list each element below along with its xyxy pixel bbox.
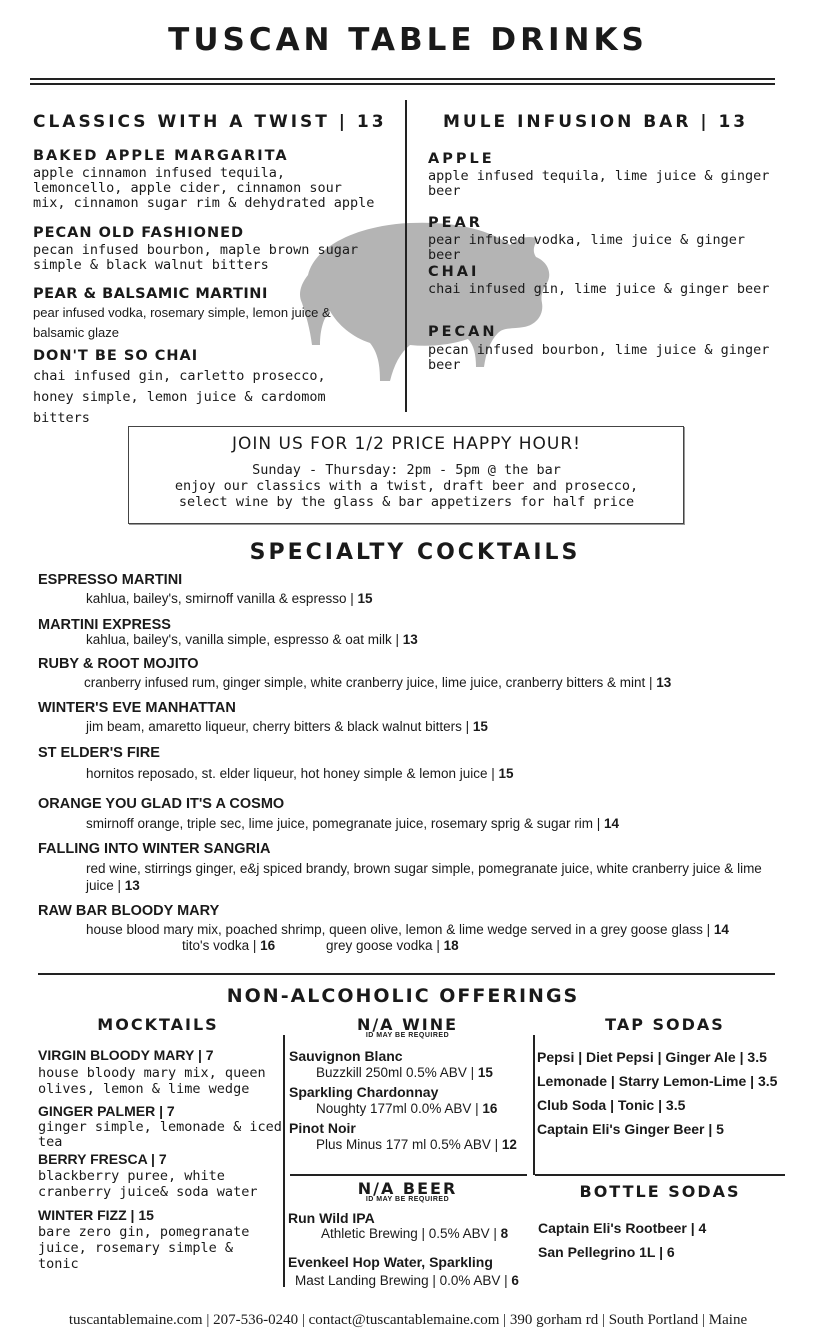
classics-heading: CLASSICS WITH A TWIST | 13 [33, 112, 387, 132]
classics-item-desc: pecan infused bourbon, maple brown sugar simple & black walnut bitters [33, 242, 359, 273]
mocktail-name: BERRY FRESCA | 7 [38, 1151, 167, 1167]
mule-item-name: PECAN [428, 324, 498, 340]
classics-item-desc: pear infused vodka, rosemary simple, lemon juice & balsamic glaze [33, 305, 331, 340]
na-beer-desc: Mast Landing Brewing | 0.0% ABV | 6 [295, 1273, 519, 1288]
na-wine-name: Sauvignon Blanc [289, 1048, 403, 1064]
classics-item-desc: chai infused gin, carletto prosecco, honey simple, lemon juice & cardomom bitters [33, 368, 326, 426]
tap-soda-item: Lemonade | Starry Lemon-Lime | 3.5 [537, 1073, 778, 1089]
specialty-item-name: RUBY & ROOT MOJITO [38, 656, 199, 672]
specialty-item-name: MARTINI EXPRESS [38, 617, 171, 633]
na-wine-desc: Noughty 177ml 0.0% ABV | 16 [316, 1101, 498, 1116]
column-divider [283, 1035, 285, 1287]
title-divider [30, 78, 775, 80]
happy-hour-line: enjoy our classics with a twist, draft beer and prosecco, [174, 478, 639, 494]
na-beer-name: Evenkeel Hop Water, Sparkling [288, 1254, 493, 1270]
footer-contact: tuscantablemaine.com | 207-536-0240 | contact@tuscantablemaine.com | 390 gorham rd | South Portland | Maine [68, 1312, 748, 1328]
mocktails-heading: MOCKTAILS [97, 1015, 219, 1034]
na-wine-desc: Plus Minus 177 ml 0.5% ABV | 12 [316, 1137, 517, 1152]
specialty-item-name: WINTER'S EVE MANHATTAN [38, 700, 236, 716]
na-beer-name: Run Wild IPA [288, 1210, 375, 1226]
tap-sodas-heading: TAP SODAS [605, 1015, 725, 1034]
happy-hour-line: select wine by the glass & bar appetizers for half price [178, 494, 635, 510]
classics-item-name: BAKED APPLE MARGARITA [33, 148, 289, 164]
classics-item-name: DON'T BE SO CHAI [33, 348, 199, 364]
bottle-soda-item: Captain Eli's Rootbeer | 4 [538, 1220, 707, 1236]
classics-item-name: PECAN OLD FASHIONED [33, 225, 245, 241]
mocktail-name: VIRGIN BLOODY MARY | 7 [38, 1047, 214, 1063]
bottle-sodas-heading: BOTTLE SODAS [579, 1182, 741, 1201]
specialty-item-desc: kahlua, bailey's, smirnoff vanilla & espresso | 15 [86, 591, 373, 606]
mocktail-name: WINTER FIZZ | 15 [38, 1207, 154, 1223]
mule-heading: MULE INFUSION BAR | 13 [443, 112, 749, 132]
specialty-item-name: FALLING INTO WINTER SANGRIA [38, 841, 271, 857]
tap-soda-item: Pepsi | Diet Pepsi | Ginger Ale | 3.5 [537, 1049, 767, 1065]
bottle-soda-item: San Pellegrino 1L | 6 [538, 1244, 675, 1260]
na-beer-note: ID MAY BE REQUIRED [365, 1196, 450, 1203]
column-divider [533, 1035, 535, 1175]
mule-item-name: PEAR [428, 215, 483, 231]
na-beer-heading: N/A BEER [357, 1179, 458, 1198]
mule-item-desc: apple infused tequila, lime juice & ginger beer [428, 168, 770, 199]
specialty-item-desc: kahlua, bailey's, vanilla simple, espresso & oat milk | 13 [86, 632, 418, 647]
classics-item-name: PEAR & BALSAMIC MARTINI [33, 286, 268, 302]
specialty-item-desc: red wine, stirrings ginger, e&j spiced brandy, brown sugar simple, pomegranate juice, white cranberry juice & lime juice | 13 [86, 861, 762, 893]
happy-hour-line: Sunday - Thursday: 2pm - 5pm @ the bar [252, 462, 561, 478]
na-wine-desc: Buzzkill 250ml 0.5% ABV | 15 [316, 1065, 493, 1080]
na-wine-name: Sparkling Chardonnay [289, 1084, 439, 1100]
mule-item-name: APPLE [428, 151, 495, 167]
title-divider-2 [30, 83, 775, 85]
mocktail-desc: blackberry puree, white cranberry juice& soda water [38, 1168, 258, 1200]
na-wine-name: Pinot Noir [289, 1120, 356, 1136]
specialty-item-desc: cranberry infused rum, ginger simple, white cranberry juice, lime juice, cranberry bitters & mint | 13 [84, 675, 672, 690]
mocktail-desc: ginger simple, lemonade & iced tea [38, 1119, 282, 1150]
mule-item-name: CHAI [428, 264, 480, 280]
na-beer-desc: Athletic Brewing | 0.5% ABV | 8 [321, 1226, 509, 1241]
na-divider [290, 1174, 527, 1176]
specialty-heading: SPECIALTY COCKTAILS [249, 540, 581, 565]
na-wine-heading: N/A WINE [356, 1015, 459, 1034]
specialty-item-desc: hornitos reposado, st. elder liqueur, hot honey simple & lemon juice | 15 [86, 766, 514, 781]
specialty-item-name: RAW BAR BLOODY MARY [38, 903, 220, 919]
specialty-item-desc: jim beam, amaretto liqueur, cherry bitters & black walnut bitters | 15 [86, 719, 488, 734]
page-title: TUSCAN TABLE DRINKS [168, 22, 648, 58]
mule-item-desc: pear infused vodka, lime juice & ginger beer [428, 232, 745, 263]
specialty-item-name: ORANGE YOU GLAD IT'S A COSMO [38, 796, 285, 812]
specialty-item-desc: smirnoff orange, triple sec, lime juice, pomegranate juice, rosemary sprig & sugar rim | 14 [86, 816, 619, 831]
soda-divider [535, 1174, 785, 1176]
section-divider [38, 973, 775, 975]
classics-item-desc: apple cinnamon infused tequila, lemoncello, apple cider, cinnamon sour mix, cinnamon sugar rim & dehydrated apple [33, 165, 375, 211]
mocktail-desc: bare zero gin, pomegranate juice, rosemary simple & tonic [38, 1224, 250, 1272]
mocktail-name: GINGER PALMER | 7 [38, 1103, 175, 1119]
specialty-item-name: ST ELDER'S FIRE [38, 745, 160, 761]
na-wine-note: ID MAY BE REQUIRED [365, 1032, 450, 1039]
mule-item-desc: chai infused gin, lime juice & ginger beer [428, 281, 770, 297]
bloody-option: tito's vodka | 16 [182, 938, 276, 953]
specialty-item-desc: house blood mary mix, poached shrimp, queen olive, lemon & lime wedge served in a grey goose glass | 14 [86, 922, 729, 937]
happy-hour-heading: JOIN US FOR 1/2 PRICE HAPPY HOUR! [232, 434, 581, 454]
mocktail-desc: house bloody mary mix, queen olives, lemon & lime wedge [38, 1065, 266, 1097]
specialty-item-name: ESPRESSO MARTINI [38, 572, 183, 588]
bloody-option: grey goose vodka | 18 [326, 938, 459, 953]
tap-soda-item: Club Soda | Tonic | 3.5 [537, 1097, 686, 1113]
column-divider [405, 100, 407, 412]
non-alc-heading: NON-ALCOHOLIC OFFERINGS [226, 985, 580, 1007]
tap-soda-item: Captain Eli's Ginger Beer | 5 [537, 1121, 724, 1137]
mule-item-desc: pecan infused bourbon, lime juice & ginger beer [428, 342, 770, 373]
